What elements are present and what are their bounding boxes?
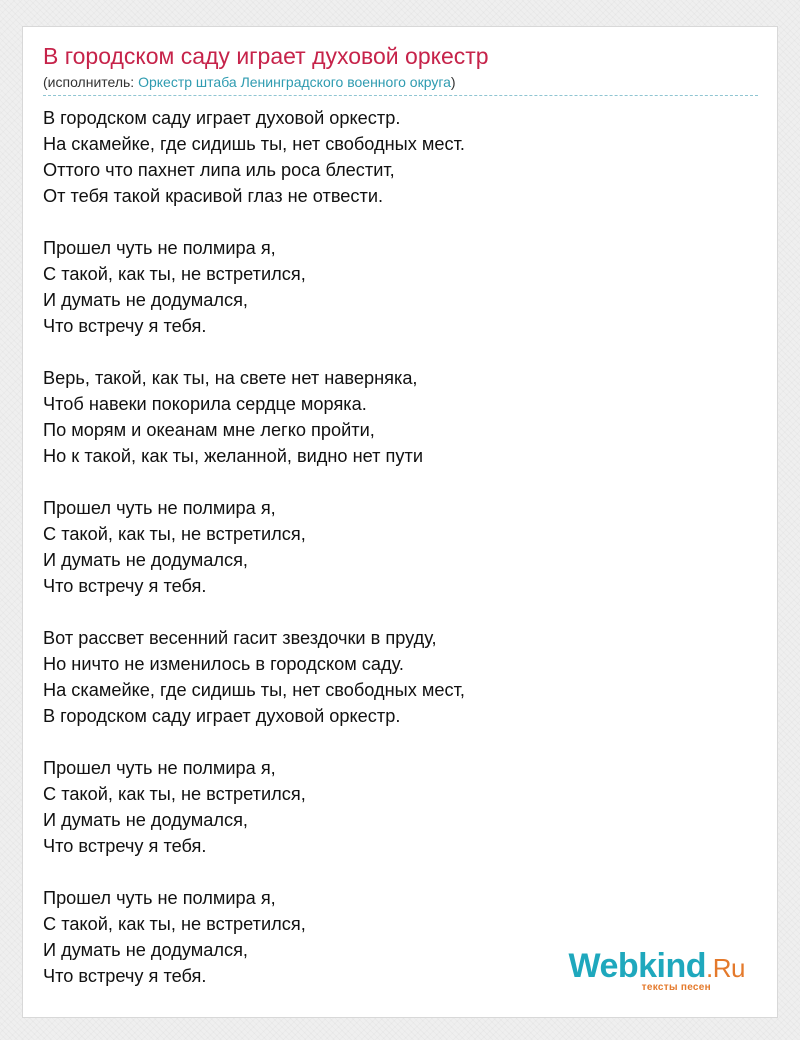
logo-tagline: тексты песен — [641, 982, 711, 993]
lyrics-line: И думать не додумался, — [43, 290, 248, 310]
lyrics-line: От тебя такой красивой глаз не отвести. — [43, 186, 384, 206]
performer-line — [43, 73, 456, 91]
lyrics-line: Что встречу я тебя. — [43, 316, 207, 336]
lyrics-line: В городском саду играет духовой оркестр. — [43, 108, 401, 128]
lyrics-line: Чтоб навеки покорила сердце моряка. — [43, 394, 367, 414]
lyrics-line: И думать не додумался, — [43, 810, 248, 830]
song-title: В городском саду играет духовой оркестр — [43, 43, 489, 69]
lyrics-card — [22, 26, 778, 1018]
lyrics-line: Что встречу я тебя. — [43, 836, 207, 856]
lyrics-line: Но ничто не изменилось в городском саду. — [43, 654, 404, 674]
lyrics-line: На скамейке, где сидишь ты, нет свободных мест. — [43, 134, 465, 154]
lyrics-stanza — [43, 755, 743, 859]
lyrics-stanza — [43, 495, 743, 599]
lyrics-line: И думать не додумался, — [43, 550, 248, 570]
logo-wordmark — [568, 947, 745, 987]
performer-suffix: ) — [450, 74, 456, 90]
logo-brand: Webkind — [568, 947, 707, 985]
lyrics-stanza — [43, 365, 743, 469]
title-divider — [43, 95, 758, 96]
lyrics-line: Прошел чуть не полмира я, — [43, 758, 276, 778]
lyrics-line: В городском саду играет духовой оркестр. — [43, 706, 401, 726]
lyrics-line: С такой, как ты, не встретился, — [43, 264, 306, 284]
webkind-logo[interactable] — [555, 947, 745, 991]
lyrics-stanza — [43, 625, 743, 729]
lyrics-line: Прошел чуть не полмира я, — [43, 498, 276, 518]
lyrics-line: И думать не додумался, — [43, 940, 248, 960]
lyrics-line: Вот рассвет весенний гасит звездочки в пруду, — [43, 628, 437, 648]
lyrics-line: Верь, такой, как ты, на свете нет наверняка, — [43, 368, 418, 388]
lyrics-line: С такой, как ты, не встретился, — [43, 784, 306, 804]
lyrics-line: Оттого что пахнет липа иль роса блестит, — [43, 160, 395, 180]
performer-prefix: (исполнитель: — [43, 74, 139, 90]
lyrics-line: На скамейке, где сидишь ты, нет свободных мест, — [43, 680, 465, 700]
lyrics-line: С такой, как ты, не встретился, — [43, 524, 306, 544]
lyrics-line: По морям и океанам мне легко пройти, — [43, 420, 375, 440]
lyrics-line: Но к такой, как ты, желанной, видно нет пути — [43, 446, 423, 466]
lyrics-line: Что встречу я тебя. — [43, 966, 207, 986]
lyrics-line: Прошел чуть не полмира я, — [43, 238, 276, 258]
lyrics-stanza — [43, 105, 743, 209]
lyrics-line: Прошел чуть не полмира я, — [43, 888, 276, 908]
lyrics-stanza — [43, 235, 743, 339]
lyrics-line: С такой, как ты, не встретился, — [43, 914, 306, 934]
logo-tld: .Ru — [706, 953, 745, 983]
lyrics-text — [43, 105, 743, 1015]
lyrics-line: Что встречу я тебя. — [43, 576, 207, 596]
performer-link[interactable]: Оркестр штаба Ленинградского военного округа — [138, 74, 451, 90]
